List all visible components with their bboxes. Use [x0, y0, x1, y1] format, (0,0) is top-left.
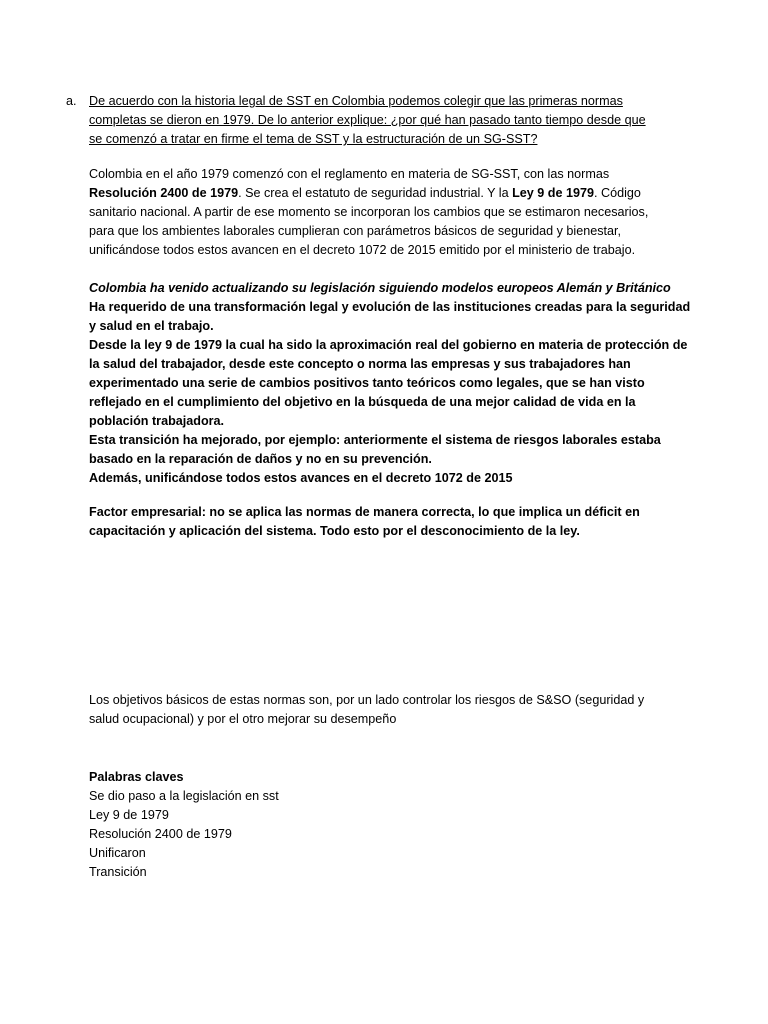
bold-ley-9: Ley 9 de 1979: [512, 186, 595, 200]
question-line: completas se dieron en 1979. De lo anterior explique: ¿por qué han pasado tanto tiempo desde que: [89, 113, 646, 127]
paragraph-line: reflejado en el cumplimiento del objetivo en la búsqueda de una mejor calidad de vida en la: [89, 395, 636, 409]
paragraph-line: Desde la ley 9 de 1979 la cual ha sido la aproximación real del gobierno en materia de protección de: [89, 338, 688, 352]
keyword-item: Ley 9 de 1979: [89, 808, 169, 822]
bold-resolution-2400: Resolución 2400 de 1979: [89, 186, 239, 200]
paragraph-line: capacitación y aplicación del sistema. Todo esto por el desconocimiento de la ley.: [89, 524, 580, 538]
answer-paragraph-1: [89, 165, 679, 260]
keyword-item: Transición: [89, 865, 147, 879]
question-line: De acuerdo con la historia legal de SST en Colombia podemos colegir que las primeras normas: [89, 94, 623, 108]
paragraph-line: sanitario nacional. A partir de ese momento se incorporan los cambios que se estimaron necesarios,: [89, 205, 649, 219]
answer-paragraph-3: [89, 503, 679, 541]
paragraph-line: y salud en el trabajo.: [89, 319, 214, 333]
keyword-item: Unificaron: [89, 846, 146, 860]
question-text: [89, 92, 679, 149]
paragraph-line: salud ocupacional) y por el otro mejorar su desempeño: [89, 712, 397, 726]
question-line: se comenzó a tratar en firme el tema de SST y la estructuración de un SG-SST?: [89, 132, 538, 146]
paragraph-line: para que los ambientes laborales cumplieran con parámetros básicos de seguridad y bienestar,: [89, 224, 622, 238]
paragraph-line: la salud del trabajador, desde este concepto o norma las empresas y sus trabajadores han: [89, 357, 631, 371]
paragraph-line: basado en la reparación de daños y no en su prevención.: [89, 452, 432, 466]
paragraph-fragment: . Se crea el estatuto de seguridad industrial. Y la: [238, 186, 513, 200]
paragraph-line: Además, unificándose todos estos avances en el decreto 1072 de 2015: [89, 471, 513, 485]
paragraph-line: población trabajadora.: [89, 414, 225, 428]
question-marker: a.: [66, 94, 77, 108]
paragraph-line: Factor empresarial: no se aplica las normas de manera correcta, lo que implica un déficit en: [89, 505, 640, 519]
keywords-section: [89, 768, 679, 882]
keywords-heading: Palabras claves: [89, 770, 184, 784]
paragraph-line-mixed: [89, 184, 679, 203]
paragraph-line: Esta transición ha mejorado, por ejemplo: anteriormente el sistema de riesgos laborales estaba: [89, 433, 661, 447]
paragraph-fragment: . Código: [594, 186, 641, 200]
answer-paragraph-4: [89, 691, 679, 729]
keyword-item: Se dio paso a la legislación en sst: [89, 789, 279, 803]
keyword-item: Resolución 2400 de 1979: [89, 827, 232, 841]
answer-paragraph-2: [89, 279, 691, 488]
paragraph-line: Ha requerido de una transformación legal y evolución de las instituciones creadas para la seguridad: [89, 300, 691, 314]
paragraph-line: experimentado una serie de cambios positivos tanto teóricos como legales, que se han visto: [89, 376, 645, 390]
paragraph-line: Los objetivos básicos de estas normas son, por un lado controlar los riesgos de S&SO (seguridad y: [89, 693, 645, 707]
italic-heading-line: Colombia ha venido actualizando su legislación siguiendo modelos europeos Alemán y Británico: [89, 281, 671, 295]
paragraph-line: unificándose todos estos avancen en el decreto 1072 de 2015 emitido por el ministerio de trabajo.: [89, 243, 636, 257]
paragraph-line: Colombia en el año 1979 comenzó con el reglamento en materia de SG-SST, con las normas: [89, 167, 610, 181]
